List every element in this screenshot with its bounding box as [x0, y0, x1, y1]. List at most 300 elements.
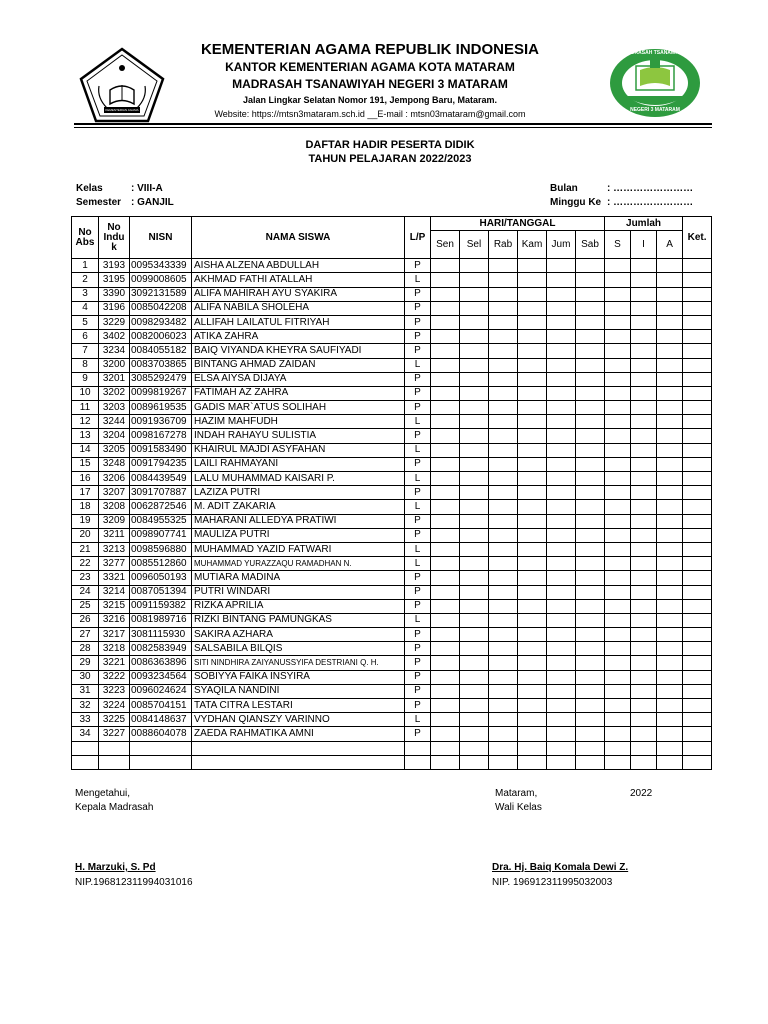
- attendance-cell: [460, 727, 489, 741]
- attendance-cell: [631, 386, 657, 400]
- table-row: [72, 585, 712, 599]
- cell-nama: VYDHAN QIANSZY VARINNO: [192, 713, 405, 727]
- col-nama: [192, 217, 405, 259]
- empty-cell: [130, 755, 192, 769]
- table-row: [72, 642, 712, 656]
- attendance-cell: [657, 301, 683, 315]
- attendance-cell: [657, 330, 683, 344]
- attendance-cell: [576, 557, 605, 571]
- cell-no: 19: [72, 514, 99, 528]
- attendance-cell: [518, 429, 547, 443]
- attendance-cell: [460, 642, 489, 656]
- cell-nisn: 0083703865: [130, 358, 192, 372]
- empty-cell: [405, 755, 431, 769]
- attendance-cell: [547, 514, 576, 528]
- cell-no: 8: [72, 358, 99, 372]
- cell-nama: MAULIZA PUTRI: [192, 528, 405, 542]
- kelas-label: Kelas: [76, 183, 103, 194]
- col-day-sab: Sab: [576, 231, 605, 259]
- attendance-cell: [431, 542, 460, 556]
- attendance-cell: [431, 613, 460, 627]
- attendance-cell: [518, 344, 547, 358]
- attendance-cell: [683, 542, 712, 556]
- cell-nisn: 0091159382: [130, 599, 192, 613]
- school-logo: [606, 46, 704, 120]
- cell-lp: P: [405, 670, 431, 684]
- attendance-cell: [683, 514, 712, 528]
- sig-left-role: Kepala Madrasah: [75, 802, 154, 813]
- attendance-cell: [683, 372, 712, 386]
- attendance-cell: [460, 358, 489, 372]
- attendance-cell: [631, 642, 657, 656]
- attendance-cell: [576, 670, 605, 684]
- cell-nisn: 0096024624: [130, 684, 192, 698]
- cell-nisn: 0091936709: [130, 415, 192, 429]
- attendance-cell: [547, 415, 576, 429]
- cell-nama: KHAIRUL MAJDI ASYFAHAN: [192, 443, 405, 457]
- cell-nama: HAZIM MAHFUDH: [192, 415, 405, 429]
- attendance-cell: [631, 472, 657, 486]
- cell-lp: P: [405, 457, 431, 471]
- attendance-cell: [489, 713, 518, 727]
- cell-nama: AISHA ALZENA ABDULLAH: [192, 259, 405, 273]
- header-school: MADRASAH TSANAWIYAH NEGERI 3 MATARAM: [232, 77, 508, 91]
- attendance-cell: [631, 401, 657, 415]
- cell-induk: 3224: [99, 699, 130, 713]
- empty-cell: [489, 741, 518, 755]
- attendance-cell: [605, 415, 631, 429]
- attendance-cell: [431, 344, 460, 358]
- cell-nama: ATIKA ZAHRA: [192, 330, 405, 344]
- attendance-cell: [518, 472, 547, 486]
- cell-nama: PUTRI WINDARI: [192, 585, 405, 599]
- cell-no: 4: [72, 301, 99, 315]
- attendance-cell: [657, 656, 683, 670]
- attendance-table: [71, 216, 712, 770]
- attendance-cell: [683, 599, 712, 613]
- cell-induk: 3321: [99, 571, 130, 585]
- cell-nama: TATA CITRA LESTARI: [192, 699, 405, 713]
- col-jumlah-s: S: [605, 231, 631, 259]
- cell-no: 12: [72, 415, 99, 429]
- table-row: [72, 571, 712, 585]
- attendance-cell: [489, 315, 518, 329]
- cell-lp: L: [405, 713, 431, 727]
- attendance-cell: [657, 372, 683, 386]
- attendance-cell: [460, 500, 489, 514]
- attendance-cell: [683, 457, 712, 471]
- attendance-cell: [547, 386, 576, 400]
- cell-induk: 3205: [99, 443, 130, 457]
- cell-nisn: 0091583490: [130, 443, 192, 457]
- attendance-cell: [631, 557, 657, 571]
- attendance-cell: [460, 486, 489, 500]
- cell-nama: ALIFA NABILA SHOLEHA: [192, 301, 405, 315]
- kemenag-logo-text: KEMENTERIAN AGAMA: [105, 108, 139, 112]
- attendance-cell: [576, 727, 605, 741]
- attendance-cell: [489, 542, 518, 556]
- attendance-cell: [576, 401, 605, 415]
- cell-lp: L: [405, 613, 431, 627]
- empty-cell: [99, 741, 130, 755]
- table-row: [72, 486, 712, 500]
- cell-nama: BAIQ VIYANDA KHEYRA SAUFIYADI: [192, 344, 405, 358]
- cell-nisn: 0098167278: [130, 429, 192, 443]
- cell-nama: ZAEDA RAHMATIKA AMNI: [192, 727, 405, 741]
- col-jumlah-i: I: [631, 231, 657, 259]
- attendance-cell: [576, 457, 605, 471]
- attendance-cell: [605, 315, 631, 329]
- attendance-cell: [431, 486, 460, 500]
- attendance-cell: [605, 429, 631, 443]
- attendance-cell: [605, 358, 631, 372]
- attendance-cell: [431, 514, 460, 528]
- cell-nisn: 0087051394: [130, 585, 192, 599]
- attendance-cell: [518, 528, 547, 542]
- cell-nisn: 3092131589: [130, 287, 192, 301]
- cell-nisn: 0093234564: [130, 670, 192, 684]
- semester-value: : GANJIL: [131, 197, 174, 208]
- attendance-cell: [431, 273, 460, 287]
- cell-induk: 3203: [99, 401, 130, 415]
- table-row: [72, 429, 712, 443]
- empty-cell: [605, 755, 631, 769]
- attendance-cell: [547, 372, 576, 386]
- attendance-cell: [631, 259, 657, 273]
- attendance-cell: [547, 330, 576, 344]
- cell-induk: 3204: [99, 429, 130, 443]
- attendance-cell: [657, 472, 683, 486]
- attendance-cell: [460, 713, 489, 727]
- attendance-cell: [547, 443, 576, 457]
- attendance-cell: [489, 301, 518, 315]
- attendance-cell: [489, 684, 518, 698]
- attendance-cell: [489, 273, 518, 287]
- attendance-cell: [431, 599, 460, 613]
- cell-nisn: 0084148637: [130, 713, 192, 727]
- attendance-cell: [576, 599, 605, 613]
- attendance-cell: [547, 713, 576, 727]
- attendance-cell: [460, 571, 489, 585]
- cell-lp: P: [405, 585, 431, 599]
- table-row: [72, 684, 712, 698]
- cell-lp: P: [405, 514, 431, 528]
- attendance-cell: [460, 656, 489, 670]
- attendance-cell: [547, 528, 576, 542]
- attendance-cell: [576, 358, 605, 372]
- attendance-cell: [576, 542, 605, 556]
- cell-nisn: 3091707887: [130, 486, 192, 500]
- cell-nisn: 3085292479: [130, 372, 192, 386]
- attendance-cell: [460, 670, 489, 684]
- attendance-cell: [518, 358, 547, 372]
- cell-nama: AKHMAD FATHI ATALLAH: [192, 273, 405, 287]
- attendance-cell: [547, 472, 576, 486]
- cell-no: 5: [72, 315, 99, 329]
- attendance-cell: [576, 684, 605, 698]
- attendance-cell: [431, 386, 460, 400]
- attendance-cell: [460, 613, 489, 627]
- attendance-cell: [605, 287, 631, 301]
- cell-lp: P: [405, 344, 431, 358]
- attendance-cell: [605, 599, 631, 613]
- attendance-cell: [631, 699, 657, 713]
- attendance-cell: [431, 642, 460, 656]
- cell-induk: 3195: [99, 273, 130, 287]
- attendance-cell: [489, 613, 518, 627]
- attendance-cell: [518, 486, 547, 500]
- cell-nisn: 0085042208: [130, 301, 192, 315]
- cell-lp: P: [405, 386, 431, 400]
- document-title: DAFTAR HADIR PESERTA DIDIK: [305, 139, 475, 151]
- attendance-cell: [431, 684, 460, 698]
- cell-no: 7: [72, 344, 99, 358]
- attendance-cell: [576, 415, 605, 429]
- cell-lp: L: [405, 415, 431, 429]
- attendance-cell: [605, 344, 631, 358]
- attendance-cell: [605, 486, 631, 500]
- col-nisn: [130, 217, 192, 259]
- attendance-cell: [576, 613, 605, 627]
- attendance-cell: [518, 287, 547, 301]
- attendance-cell: [683, 571, 712, 585]
- col-no-induk: [99, 217, 130, 259]
- cell-nama: MUTIARA MADINA: [192, 571, 405, 585]
- school-logo-text-bottom: NEGERI 3 MATARAM: [630, 107, 680, 113]
- attendance-cell: [631, 372, 657, 386]
- attendance-cell: [431, 585, 460, 599]
- empty-cell: [192, 741, 405, 755]
- attendance-cell: [631, 315, 657, 329]
- bulan-label: Bulan: [550, 183, 578, 194]
- cell-lp: P: [405, 429, 431, 443]
- attendance-cell: [683, 699, 712, 713]
- empty-cell: [631, 741, 657, 755]
- cell-induk: 3234: [99, 344, 130, 358]
- attendance-cell: [576, 259, 605, 273]
- attendance-cell: [576, 571, 605, 585]
- cell-lp: P: [405, 528, 431, 542]
- attendance-cell: [631, 457, 657, 471]
- attendance-cell: [683, 358, 712, 372]
- attendance-cell: [576, 500, 605, 514]
- attendance-cell: [576, 699, 605, 713]
- attendance-cell: [518, 656, 547, 670]
- attendance-cell: [631, 287, 657, 301]
- attendance-cell: [657, 259, 683, 273]
- semester-label: Semester: [76, 197, 122, 208]
- cell-no: 24: [72, 585, 99, 599]
- attendance-cell: [460, 344, 489, 358]
- cell-nama: LALU MUHAMMAD KAISARI P.: [192, 472, 405, 486]
- attendance-cell: [518, 457, 547, 471]
- attendance-cell: [657, 713, 683, 727]
- attendance-cell: [657, 542, 683, 556]
- attendance-cell: [489, 727, 518, 741]
- table-row: [72, 386, 712, 400]
- cell-nisn: 0084955325: [130, 514, 192, 528]
- header-address: Jalan Lingkar Selatan Nomor 191, Jempong Baru, Mataram.: [242, 95, 498, 105]
- attendance-cell: [576, 486, 605, 500]
- attendance-cell: [518, 713, 547, 727]
- attendance-cell: [547, 401, 576, 415]
- attendance-cell: [518, 613, 547, 627]
- cell-nama: SAKIRA AZHARA: [192, 628, 405, 642]
- cell-lp: L: [405, 358, 431, 372]
- attendance-cell: [431, 727, 460, 741]
- attendance-cell: [518, 628, 547, 642]
- cell-lp: L: [405, 273, 431, 287]
- cell-nisn: 0081989716: [130, 613, 192, 627]
- cell-nisn: 0096050193: [130, 571, 192, 585]
- col-ket: [683, 217, 712, 259]
- cell-induk: 3390: [99, 287, 130, 301]
- attendance-cell: [489, 401, 518, 415]
- cell-induk: 3208: [99, 500, 130, 514]
- col-jumlah-label: Jumlah: [626, 217, 662, 229]
- attendance-cell: [518, 585, 547, 599]
- table-row: [72, 613, 712, 627]
- table-row: [72, 443, 712, 457]
- cell-lp: P: [405, 401, 431, 415]
- attendance-cell: [460, 628, 489, 642]
- attendance-cell: [547, 727, 576, 741]
- attendance-cell: [657, 684, 683, 698]
- col-hari: [431, 217, 605, 231]
- header-office: KANTOR KEMENTERIAN AGAMA KOTA MATARAM: [225, 60, 515, 74]
- header-divider-thin: [74, 127, 712, 128]
- table-row: [72, 315, 712, 329]
- attendance-cell: [683, 315, 712, 329]
- attendance-cell: [518, 542, 547, 556]
- cell-induk: 3202: [99, 386, 130, 400]
- cell-lp: P: [405, 301, 431, 315]
- cell-nama: MUHAMMAD YAZID FATWARI: [192, 542, 405, 556]
- col-lp: [405, 217, 431, 259]
- attendance-cell: [431, 372, 460, 386]
- attendance-cell: [576, 386, 605, 400]
- cell-no: 25: [72, 599, 99, 613]
- attendance-cell: [518, 273, 547, 287]
- attendance-cell: [431, 287, 460, 301]
- attendance-cell: [605, 613, 631, 627]
- attendance-cell: [489, 670, 518, 684]
- cell-induk: 3402: [99, 330, 130, 344]
- empty-cell: [489, 755, 518, 769]
- cell-lp: L: [405, 472, 431, 486]
- cell-lp: P: [405, 259, 431, 273]
- cell-no: 18: [72, 500, 99, 514]
- cell-nama: SITI NINDHIRA ZAIYANUSSYIFA DESTRIANI Q. H.: [192, 656, 405, 670]
- cell-induk: 3200: [99, 358, 130, 372]
- cell-nisn: 0089619535: [130, 401, 192, 415]
- attendance-cell: [431, 571, 460, 585]
- cell-nama: LAZIZA PUTRI: [192, 486, 405, 500]
- cell-no: 23: [72, 571, 99, 585]
- empty-cell: [657, 755, 683, 769]
- cell-no: 17: [72, 486, 99, 500]
- attendance-cell: [460, 457, 489, 471]
- attendance-cell: [631, 670, 657, 684]
- attendance-cell: [576, 287, 605, 301]
- attendance-cell: [547, 684, 576, 698]
- cell-nama: RIZKI BINTANG PAMUNGKAS: [192, 613, 405, 627]
- attendance-cell: [518, 670, 547, 684]
- attendance-cell: [460, 542, 489, 556]
- table-row: [72, 358, 712, 372]
- sig-left-nip: NIP.196812311994031016: [75, 877, 193, 888]
- attendance-cell: [631, 585, 657, 599]
- attendance-cell: [460, 528, 489, 542]
- attendance-cell: [605, 386, 631, 400]
- attendance-cell: [547, 585, 576, 599]
- cell-no: 21: [72, 542, 99, 556]
- cell-nama: BINTANG AHMAD ZAIDAN: [192, 358, 405, 372]
- cell-induk: 3211: [99, 528, 130, 542]
- attendance-cell: [683, 684, 712, 698]
- sig-right-role: Wali Kelas: [495, 802, 542, 813]
- cell-nama: GADIS MAR`ATUS SOLIHAH: [192, 401, 405, 415]
- cell-induk: 3218: [99, 642, 130, 656]
- attendance-cell: [631, 301, 657, 315]
- col-ket-label: Ket.: [687, 231, 707, 243]
- attendance-cell: [460, 287, 489, 301]
- table-row: [72, 670, 712, 684]
- attendance-cell: [657, 699, 683, 713]
- empty-cell: [405, 741, 431, 755]
- cell-induk: 3244: [99, 415, 130, 429]
- attendance-cell: [489, 386, 518, 400]
- cell-no: 2: [72, 273, 99, 287]
- cell-no: 6: [72, 330, 99, 344]
- attendance-cell: [431, 557, 460, 571]
- attendance-cell: [518, 699, 547, 713]
- attendance-cell: [657, 613, 683, 627]
- attendance-cell: [576, 344, 605, 358]
- table-row: [72, 528, 712, 542]
- attendance-cell: [657, 642, 683, 656]
- sig-right-nip: NIP. 196912311995032003: [492, 877, 613, 888]
- attendance-cell: [605, 699, 631, 713]
- attendance-cell: [631, 542, 657, 556]
- empty-cell: [431, 755, 460, 769]
- cell-nama: ALIFA MAHIRAH AYU SYAKIRA: [192, 287, 405, 301]
- empty-cell: [547, 741, 576, 755]
- table-row-empty: [72, 741, 712, 755]
- attendance-cell: [460, 699, 489, 713]
- cell-induk: 3217: [99, 628, 130, 642]
- col-no-abs: [72, 217, 99, 259]
- attendance-cell: [683, 330, 712, 344]
- cell-lp: L: [405, 557, 431, 571]
- attendance-cell: [576, 301, 605, 315]
- attendance-cell: [657, 386, 683, 400]
- empty-cell: [683, 741, 712, 755]
- attendance-cell: [683, 613, 712, 627]
- cell-induk: 3193: [99, 259, 130, 273]
- attendance-cell: [547, 287, 576, 301]
- cell-no: 9: [72, 372, 99, 386]
- attendance-cell: [657, 500, 683, 514]
- attendance-cell: [683, 500, 712, 514]
- table-row: [72, 415, 712, 429]
- empty-cell: [460, 741, 489, 755]
- attendance-cell: [631, 571, 657, 585]
- attendance-cell: [683, 557, 712, 571]
- attendance-cell: [605, 472, 631, 486]
- attendance-cell: [657, 344, 683, 358]
- cell-lp: P: [405, 699, 431, 713]
